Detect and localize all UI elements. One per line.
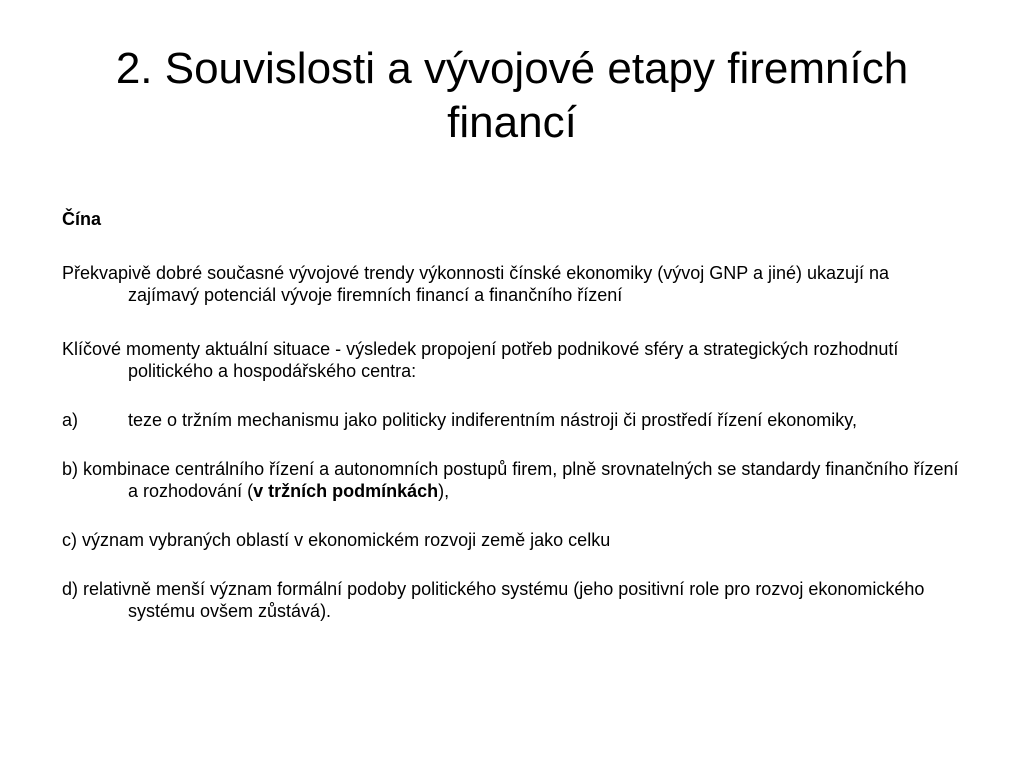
slide-content	[62, 208, 962, 654]
list-item-b-text-end: ),	[438, 481, 450, 501]
list-item-b-text: b) kombinace centrálního řízení a autonomních postupů firem, plně srovnatelných se standardy finančního řízení a rozhodování (	[62, 459, 959, 501]
section-heading: Čína	[62, 209, 102, 229]
list-item-a-label: a)	[62, 410, 79, 430]
list-item-c: c) význam vybraných oblastí v ekonomickém rozvoji země jako celku	[62, 530, 611, 550]
paragraph-key-moments: Klíčové momenty aktuální situace - výsledek propojení potřeb podnikové sféry a strategických rozhodnutí politického a hospodářského centra:	[62, 339, 899, 381]
paragraph-trends: Překvapivě dobré současné vývojové trendy výkonnosti čínské ekonomiky (vývoj GNP a jiné) ukazují na zajímavý potenciál vývoje firemních financí a finančního řízení	[62, 263, 890, 305]
list-item-b	[62, 458, 962, 502]
list-item-a	[62, 409, 962, 431]
list-item-a-text: teze o tržním mechanismu jako politicky indiferentním nástroji či prostředí řízení ekonomiky,	[128, 410, 857, 430]
list-item-d: d) relativně menší význam formální podoby politického systému (jeho positivní role pro rozvoj ekonomického systému ovšem zůstává).	[62, 579, 925, 621]
list-item-b-emphasis: v tržních podmínkách	[253, 481, 439, 501]
slide-title: 2. Souvislosti a vývojové etapy firemních financí	[115, 44, 909, 147]
